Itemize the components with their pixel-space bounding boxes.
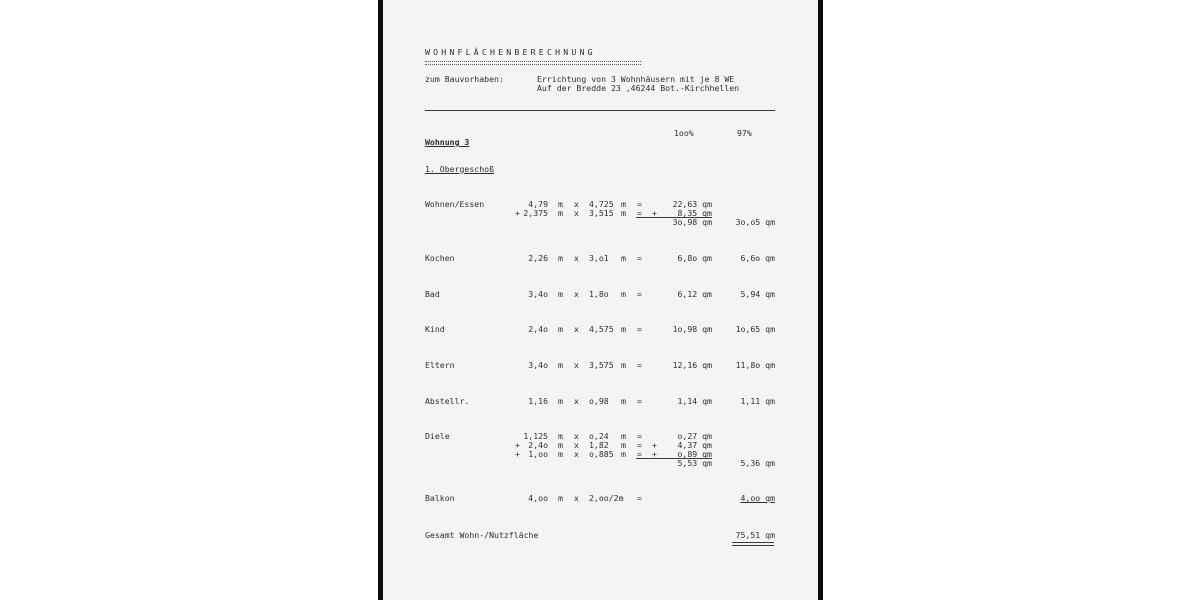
area-value: 6,8o qm [677, 253, 712, 263]
dimension-a: 2,4o [528, 324, 548, 334]
unit-m: m [621, 199, 626, 209]
column-header-97: 97% [737, 128, 752, 138]
area-value: o,27 qm [677, 431, 712, 441]
unit-m: m [558, 396, 563, 406]
times-sign: x [574, 493, 579, 503]
times-sign: x [574, 449, 579, 459]
unit-m: m [621, 431, 626, 441]
equals-sign: = [637, 208, 642, 218]
unit-m: m [621, 449, 626, 459]
room-name: Wohnen/Essen [425, 199, 485, 209]
unit-m: m [558, 253, 563, 263]
dimension-b: o,98 [589, 396, 609, 406]
equals-sign: = [637, 440, 642, 450]
header-rule [425, 110, 775, 111]
plus-sign: + [652, 449, 657, 459]
dimension-b: 3,515 [589, 208, 614, 218]
unit-m: m [558, 208, 563, 218]
equals-sign: = [637, 493, 642, 503]
unit-m: m [558, 440, 563, 450]
area-value: 4,37 qm [677, 440, 712, 450]
equals-sign: = [637, 449, 642, 459]
times-sign: x [574, 440, 579, 450]
times-sign: x [574, 324, 579, 334]
dimension-a: 4,79 [528, 199, 548, 209]
dimension-b: 2,oo/2m [589, 493, 624, 503]
area-subtotal: 5,53 qm [677, 458, 712, 468]
plus-sign: + [652, 208, 657, 218]
area-value: o,89 qm [677, 449, 712, 459]
unit-m: m [558, 199, 563, 209]
times-sign: x [574, 208, 579, 218]
unit-m: m [558, 431, 563, 441]
dimension-b: 4,725 [589, 199, 614, 209]
dimension-a: 4,oo [528, 493, 548, 503]
reduced-area: 11,8o qm [735, 360, 775, 370]
dimension-a: 2,4o [528, 440, 548, 450]
room-name: Diele [425, 431, 450, 441]
area-value: 1,14 qm [677, 396, 712, 406]
unit-m: m [621, 396, 626, 406]
dimension-b: 1,8o [589, 289, 609, 299]
times-sign: x [574, 199, 579, 209]
reduced-area: 6,6o qm [740, 253, 775, 263]
dimension-b: 3,575 [589, 360, 614, 370]
plus-prefix: + [515, 208, 520, 218]
document-title: WOHNFLÄCHENBERECHNUNG [425, 47, 596, 57]
times-sign: x [574, 396, 579, 406]
area-subtotal: 3o,98 qm [672, 217, 712, 227]
room-name: Bad [425, 289, 440, 299]
unit-m: m [621, 440, 626, 450]
dimension-a: 1,oo [528, 449, 548, 459]
title-double-underline [425, 61, 641, 65]
equals-sign: = [637, 289, 642, 299]
room-name: Balkon [425, 493, 455, 503]
dimension-b: o,24 [589, 431, 609, 441]
equals-sign: = [637, 199, 642, 209]
area-value: 6,12 qm [677, 289, 712, 299]
times-sign: x [574, 360, 579, 370]
unit-m: m [558, 324, 563, 334]
unit-m: m [558, 289, 563, 299]
dimension-b: o,885 [589, 449, 614, 459]
unit-m: m [558, 449, 563, 459]
equals-sign: = [637, 253, 642, 263]
reduced-area: 5,36 qm [740, 458, 775, 468]
dimension-a: 3,4o [528, 289, 548, 299]
area-value: 22,63 qm [672, 199, 712, 209]
unit-heading: Wohnung 3 [425, 137, 470, 147]
area-value: 1o,98 qm [672, 324, 712, 334]
dimension-b: 3,o1 [589, 253, 609, 263]
plus-prefix: + [515, 449, 520, 459]
project-line-1: Errichtung von 3 Wohnhäusern mit je 8 WE [537, 74, 735, 84]
area-value: 8,35 qm [677, 208, 712, 218]
area-value: 12,16 qm [672, 360, 712, 370]
dimension-a: 2,375 [523, 208, 548, 218]
dimension-b: 4,575 [589, 324, 614, 334]
dimension-a: 1,125 [523, 431, 548, 441]
room-name: Kochen [425, 253, 455, 263]
equals-sign: = [637, 396, 642, 406]
reduced-area: 1o,65 qm [735, 324, 775, 334]
plus-prefix: + [515, 440, 520, 450]
equals-sign: = [637, 431, 642, 441]
room-name: Eltern [425, 360, 455, 370]
total-label: Gesamt Wohn-/Nutzfläche [425, 530, 539, 540]
unit-m: m [621, 360, 626, 370]
dimension-b: 1,82 [589, 440, 609, 450]
reduced-area: 5,94 qm [740, 289, 775, 299]
unit-m: m [558, 360, 563, 370]
dimension-a: 1,16 [528, 396, 548, 406]
times-sign: x [574, 431, 579, 441]
plus-sign: + [652, 440, 657, 450]
unit-m: m [621, 208, 626, 218]
floor-heading: 1. Obergeschoß [425, 164, 495, 174]
equals-sign: = [637, 324, 642, 334]
times-sign: x [574, 253, 579, 263]
reduced-area: 4,oo qm [740, 493, 775, 503]
total-double-underline [732, 542, 774, 546]
room-name: Abstellr. [425, 396, 470, 406]
column-header-100: 1oo% [674, 128, 694, 138]
total-value: 75,51 qm [735, 530, 775, 540]
unit-m: m [621, 324, 626, 334]
reduced-area: 1,11 qm [740, 396, 775, 406]
room-name: Kind [425, 324, 445, 334]
unit-m: m [621, 253, 626, 263]
unit-m: m [621, 289, 626, 299]
unit-m: m [558, 493, 563, 503]
dimension-a: 2,26 [528, 253, 548, 263]
project-label: zum Bauvorhaben: [425, 74, 504, 84]
reduced-area: 3o,o5 qm [735, 217, 775, 227]
project-line-2: Auf der Bredde 23 ,46244 Bot.-Kirchhellen [537, 83, 740, 93]
times-sign: x [574, 289, 579, 299]
equals-sign: = [637, 360, 642, 370]
dimension-a: 3,4o [528, 360, 548, 370]
